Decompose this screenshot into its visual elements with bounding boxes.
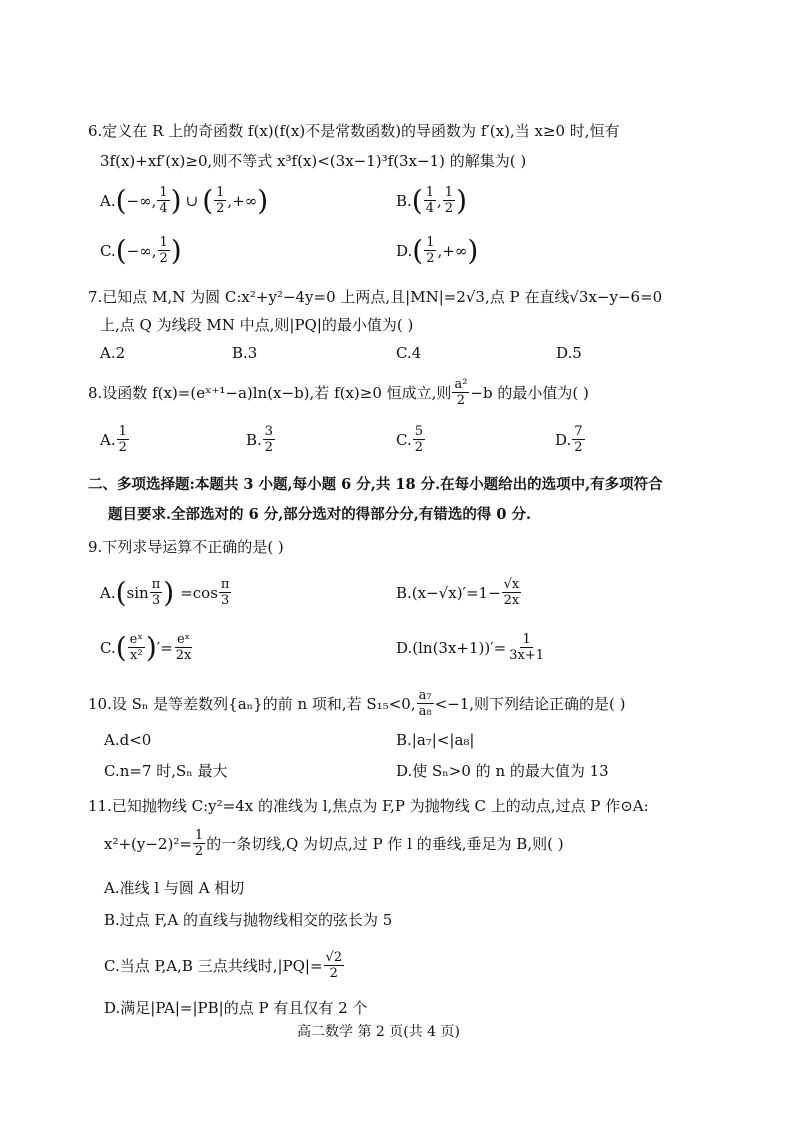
q6-option-b[interactable] — [396, 185, 467, 216]
right-paren: ) — [257, 183, 269, 217]
fraction: $\frac{\pi}{3}$ — [151, 577, 161, 608]
option-text: −∞, — [126, 191, 157, 210]
option-text: C.当点 P,A,B 三点共线时,|PQ|= — [104, 956, 323, 975]
option-text: ,+∞ — [437, 241, 468, 260]
option-label: D. — [396, 241, 413, 260]
q6-stem-line1: 6.定义在 R 上的奇函数 f(x)(f(x)不是常数函数)的导函数为 f′(x),当 x≥0 时,恒有 — [88, 122, 620, 140]
left-paren: ( — [202, 183, 214, 217]
left-paren: ( — [115, 575, 127, 609]
q10-option-d[interactable]: D.使 Sₙ>0 的 n 的最大值为 13 — [396, 762, 609, 780]
fraction: $\frac{\pi}{3}$ — [220, 577, 230, 608]
fraction: $\frac{√x}{2x}$ — [503, 577, 520, 608]
left-paren: ( — [115, 630, 127, 664]
fraction: $\frac{5}{2}$ — [414, 424, 423, 455]
fraction: $\frac{1}{2}$ — [216, 185, 225, 216]
q10-option-a[interactable]: A.d<0 — [104, 731, 152, 749]
q7-option-b[interactable]: B.3 — [232, 344, 258, 362]
stem-text: 10.设 Sₙ 是等差数列{aₙ}的前 n 项和,若 S₁₅<0, — [88, 694, 416, 713]
comma: , — [437, 191, 442, 210]
q10-stem — [88, 688, 625, 719]
q11-option-b[interactable]: B.过点 F,A 的直线与抛物线相交的弦长为 5 — [104, 911, 393, 929]
q7-stem-line1: 7.已知点 M,N 为圆 C:x²+y²−4y=0 上两点,且|MN|=2√3,点 P 在直线√3x−y−6=0 — [88, 288, 663, 306]
q9-option-c[interactable] — [100, 632, 194, 663]
q9-stem: 9.下列求导运算不正确的是( ) — [88, 538, 284, 556]
section2-heading-line1: 二、多项选择题:本题共 3 小题,每小题 6 分,共 18 分.在每小题给出的选项中,有多项符合 — [88, 476, 663, 493]
q11-stem-line1: 11.已知抛物线 C:y²=4x 的准线为 l,焦点为 F,P 为抛物线 C 上的动点,过点 P 作⊙A: — [88, 797, 649, 815]
fraction: $\frac{3}{2}$ — [264, 424, 274, 455]
section2-heading-line2: 题目要求.全部选对的 6 分,部分选对的得部分分,有错选的得 0 分. — [108, 506, 532, 523]
q9-option-a[interactable] — [100, 577, 232, 608]
fraction: $\frac{1}{3x+1}$ — [509, 632, 545, 663]
option-text: ′= — [156, 638, 173, 657]
option-text: =cos — [180, 583, 218, 602]
q6-stem-line2: 3f(x)+xf′(x)≥0,则不等式 x³f(x)<(3x−1)³f(3x−1) 的解集为( ) — [100, 152, 527, 170]
fraction: $\frac{\text{a²}}{2}$ — [454, 377, 468, 408]
q9-option-d[interactable] — [396, 632, 547, 663]
stem-text: <−1,则下列结论正确的是( ) — [434, 694, 626, 713]
q8-option-d[interactable] — [555, 424, 586, 455]
fraction: $\frac{\text{eˣ}}{\text{x²}}$ — [129, 632, 143, 663]
option-label: B. — [246, 430, 262, 449]
option-text: (ln(3x+1))′= — [412, 638, 507, 657]
stem-text: 8.设函数 f(x)=(eˣ⁺¹−a)ln(x−b),若 f(x)≥0 恒成立,则 — [88, 383, 452, 402]
left-paren: ( — [115, 183, 127, 217]
q7-option-c[interactable]: C.4 — [396, 344, 422, 362]
q11-option-d[interactable]: D.满足|PA|=|PB|的点 P 有且仅有 2 个 — [104, 999, 368, 1017]
option-text: −∞, — [126, 241, 157, 260]
q8-option-c[interactable] — [396, 424, 426, 455]
fraction: $\frac{1}{4}$ — [425, 185, 435, 216]
q8-option-a[interactable] — [100, 424, 130, 455]
option-label: C. — [396, 430, 412, 449]
option-label: C. — [100, 638, 116, 657]
fraction: $\frac{1}{2}$ — [194, 828, 204, 859]
option-label: C. — [100, 241, 116, 260]
fraction: $\frac{\text{a₇}}{\text{a₈}}$ — [418, 688, 432, 719]
q11-option-c[interactable] — [104, 950, 345, 981]
q10-option-b[interactable]: B.|a₇|<|a₈| — [396, 731, 475, 749]
left-paren: ( — [412, 233, 424, 267]
right-paren: ) — [170, 183, 182, 217]
stem-text: x²+(y−2)²= — [104, 834, 192, 853]
option-text: sin — [126, 583, 149, 602]
option-label: D. — [396, 638, 413, 657]
option-label: A. — [100, 191, 116, 210]
left-paren: ( — [115, 233, 127, 267]
fraction: $\frac{\text{eˣ}}{2x}$ — [175, 632, 192, 663]
option-label: D. — [555, 430, 572, 449]
q9-option-b[interactable] — [396, 577, 522, 608]
q7-option-a[interactable]: A.2 — [100, 344, 126, 362]
option-label: A. — [100, 430, 116, 449]
fraction: $\frac{√2}{2}$ — [325, 950, 343, 981]
stem-text: 的一条切线,Q 为切点,过 P 作 l 的垂线,垂足为 B,则( ) — [206, 834, 564, 853]
fraction: $\frac{1}{4}$ — [159, 185, 168, 216]
option-text: (x−√x)′=1− — [411, 583, 501, 602]
fraction: $\frac{7}{2}$ — [574, 424, 583, 455]
right-paren: ) — [145, 630, 157, 664]
q11-stem-line2 — [104, 828, 564, 859]
option-label: A. — [100, 583, 116, 602]
right-paren: ) — [163, 575, 175, 609]
fraction: $\frac{1}{2}$ — [118, 424, 127, 455]
option-label: B. — [396, 583, 412, 602]
right-paren: ) — [467, 233, 479, 267]
q7-option-d[interactable]: D.5 — [556, 344, 582, 362]
q6-option-a[interactable] — [100, 185, 268, 216]
fraction: $\frac{1}{2}$ — [159, 235, 168, 266]
stem-text: −b 的最小值为( ) — [470, 383, 589, 402]
union-symbol: ∪ — [185, 191, 199, 210]
option-label: B. — [396, 191, 412, 210]
right-paren: ) — [456, 183, 468, 217]
q11-option-a[interactable]: A.准线 l 与圆 A 相切 — [104, 879, 245, 897]
fraction: $\frac{1}{2}$ — [426, 235, 435, 266]
left-paren: ( — [411, 183, 423, 217]
q6-option-c[interactable] — [100, 235, 182, 266]
q8-stem — [88, 377, 589, 408]
q10-option-c[interactable]: C.n=7 时,Sₙ 最大 — [104, 762, 228, 780]
option-text: ,+∞ — [227, 191, 258, 210]
right-paren: ) — [170, 233, 182, 267]
page-footer: 高二数学 第 2 页(共 4 页) — [297, 1024, 460, 1040]
q6-option-d[interactable] — [396, 235, 478, 266]
fraction: $\frac{1}{2}$ — [444, 185, 454, 216]
q8-option-b[interactable] — [246, 424, 276, 455]
q7-stem-line2: 上,点 Q 为线段 MN 中点,则|PQ|的最小值为( ) — [100, 316, 414, 334]
